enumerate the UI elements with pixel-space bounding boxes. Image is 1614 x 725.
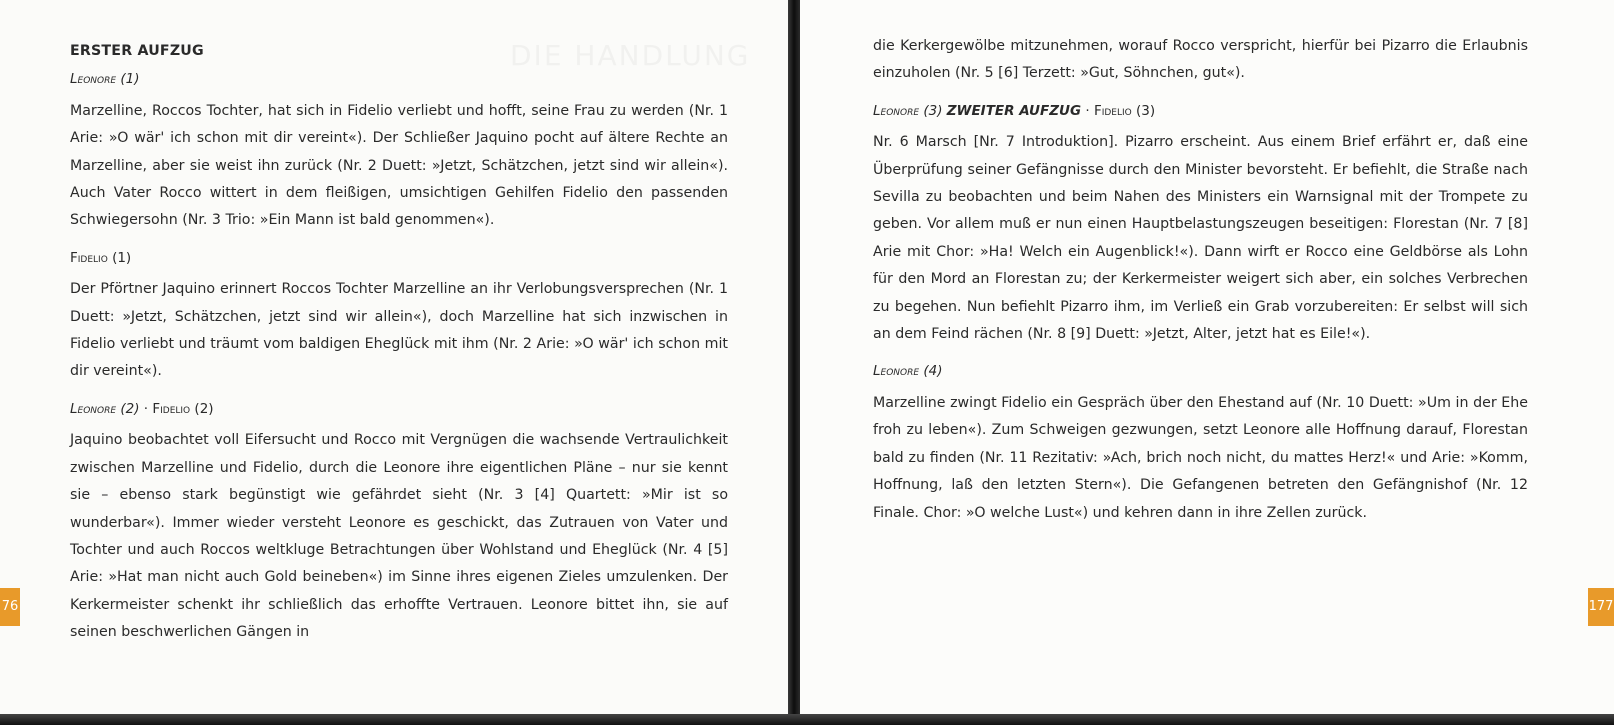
left-text-column (70, 38, 728, 657)
right-text-column (873, 33, 1528, 537)
section-paragraph: Der Pförtner Jaquino erinnert Roccos Tochter Marzelline an ihr Verlobungsversprechen (Nr. 1 Duett: »Jetzt, Schätzchen, jetzt sind wir allein«), doch Marzelline hat sich inzwischen in Fidelio verliebt und träumt vom baldigen Eheglück mit ihm (Nr. 2 Arie: »O wär' ich schon mit dir vereint«). (70, 281, 728, 380)
ghost-heading: DIE HANDLUNG (510, 39, 751, 72)
section-paragraph: Jaquino beobachtet voll Eifersucht und Rocco mit Vergnügen die wachsende Vertraulichkeit zwischen Marzelline und Fidelio, durch die Leonore ihre eigentlichen Pläne – nur sie kennt sie – ebenso stark begünstigt wie gefährdet sieht (Nr. 3 [4] Quartett: »Mir ist so wunderbar«). Immer wieder versteht Leonore es geschickt, das Zutrauen von Vater und Tochter und auch Roccos weltkluge Betrachtungen über Wohlstand und Eheglück (Nr. 4 [5] Arie: »Hat man nicht auch Gold beineben«) im Sinne ihres eigenen Zieles umzulenken. Der Kerkermeister schenkt ihr schließlich das erhoffte Vertrauen. Leonore bittet ihn, sie auf seinen beschwerlichen Gängen in (70, 432, 728, 641)
page-number-left: 76 (0, 588, 20, 626)
section-subheading (70, 245, 728, 272)
act-heading: ERSTER AUFZUG (70, 43, 204, 59)
section-paragraph: Nr. 6 Marsch [Nr. 7 Introduktion]. Pizarro erscheint. Aus einem Brief erfährt er, daß eine Überprüfung seiner Gefängnisse durch den Minister bevorsteht. Er befiehlt, die Straße nach Sevilla zu beobachten und beim Nahen des Ministers ein Warnsignal mit der Trompete zu geben. Vor allem muß er nun einen Hauptbelastungszeugen beseitigen: Florestan (Nr. 7 [8] Arie mit Chor: »Ha! Welch ein Augenblick!«). Dann wirft er Rocco eine Geldbörse als Lohn für den Mord an Florestan zu; der Kerkermeister weigert sich aber, ein solches Verbrechen zu begehen. Nun befiehlt Pizarro ihm, im Verließ ein Grab vorzubereiten: Er selbst will sich an dem Feind rächen (Nr. 8 [9] Duett: »Jetzt, Alter, jetzt hat es Eile!«). (873, 134, 1528, 343)
section-subheading: Leonore (4) (873, 363, 943, 380)
left-page (0, 0, 788, 714)
section-subheading (70, 396, 728, 423)
section-paragraph: Marzelline, Roccos Tochter, hat sich in Fidelio verliebt und hofft, seine Frau zu werden (Nr. 1 Arie: »O wär' ich schon mit dir vereint«). Der Schließer Jaquino pocht auf ältere Rechte an Marzelline, aber sie weist ihn zurück (Nr. 2 Duett: »Jetzt, Schätzchen, jetzt sind wir allein«). Auch Vater Rocco wittert in dem fleißigen, umsichtigen Gehilfen Fidelio den passenden Schwiegersohn (Nr. 3 Trio: »Ein Mann ist bald genommen«). (70, 102, 728, 229)
section-paragraph: Marzelline zwingt Fidelio ein Gespräch über den Ehestand auf (Nr. 10 Duett: »Um in der Ehe froh zu leben«). Zum Schweigen gezwungen, setzt Leonore alle Hoffnung darauf, Florestan bald zu finden (Nr. 11 Rezitativ: »Ach, brich noch nicht, du mattes Herz!« und Arie: »Komm, Hoffnung, laß den letzten Stern«). Die Gefangenen betreten den Gefängnishof (Nr. 12 Finale. Chor: »O welche Lust«) und kehren dann in ihre Zellen zurück. (873, 394, 1528, 521)
subheading-text: Fidelio (1) (70, 249, 132, 266)
book-gutter (788, 0, 800, 725)
right-page (800, 0, 1614, 714)
section-subheading: Leonore (1) (70, 71, 140, 88)
page-number-right: 177 (1588, 588, 1614, 626)
page-bottom-edge (0, 714, 1614, 725)
subheading-part-a: Leonore (2) (70, 400, 140, 417)
subheading-part-b: · Fidelio (2) (143, 400, 214, 417)
subheading-part-a: Leonore (3) (873, 102, 943, 119)
continued-paragraph: die Kerkergewölbe mitzunehmen, worauf Rocco verspricht, hierfür bei Pizarro die Erlaubnis einzuholen (Nr. 5 [6] Terzett: »Gut, Söhnchen, gut«). (873, 38, 1528, 82)
act-two-heading: ZWEITER AUFZUG (946, 102, 1082, 119)
section-subheading (873, 98, 1528, 125)
subheading-part-c: · Fidelio (3) (1085, 102, 1156, 119)
